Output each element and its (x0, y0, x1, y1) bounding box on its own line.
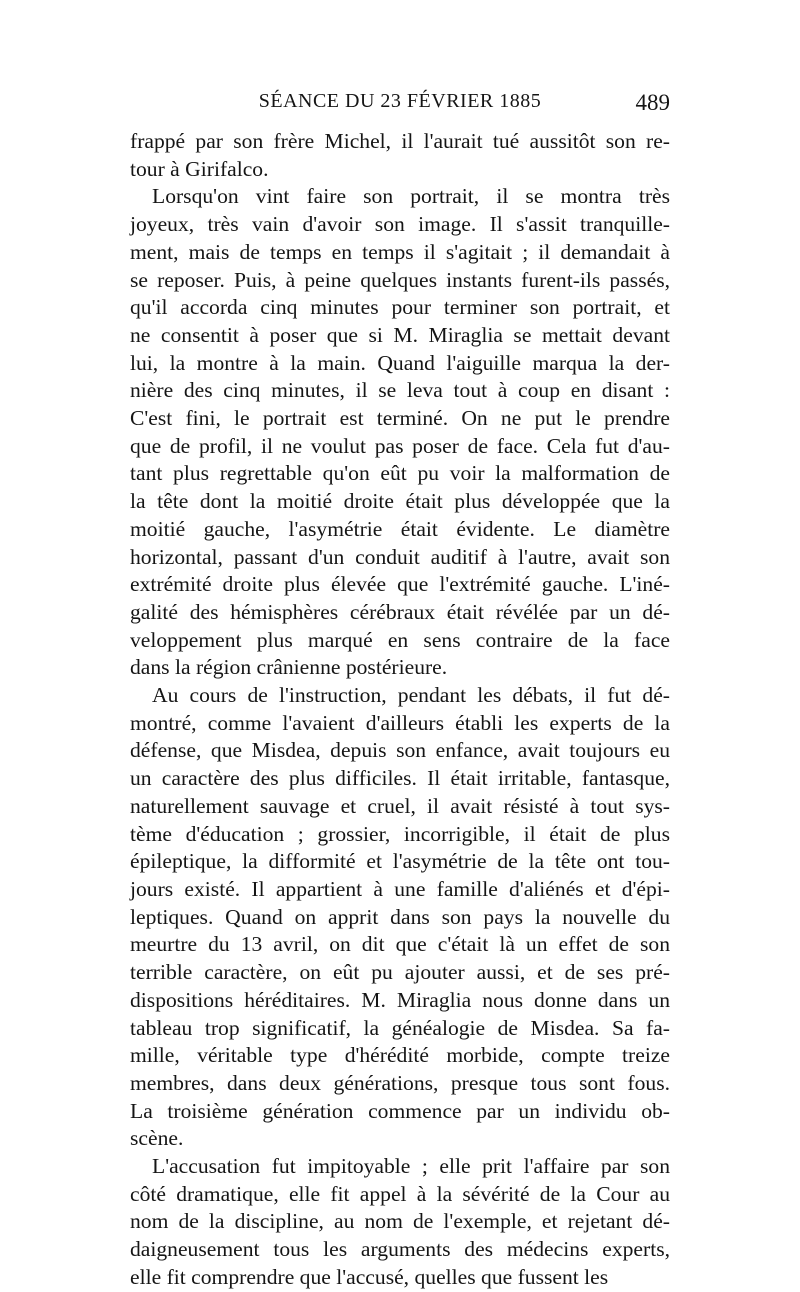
text-line: que de profil, il ne voulut pas poser de face. Cela fut d'au- (130, 433, 670, 458)
paragraph (130, 183, 670, 682)
text-line: tant plus regrettable qu'on eût pu voir la malformation de (130, 461, 670, 486)
text-line: frappé par son frère Michel, il l'aurait tué aussitôt son re- (130, 129, 670, 153)
text-line: qu'il accorda cinq minutes pour terminer son portrait, et (130, 295, 670, 320)
text-line: moitié gauche, l'asymétrie était évidente. Le diamètre (130, 516, 670, 541)
text-line: horizontal, passant d'un conduit auditif à l'autre, avait son (130, 544, 670, 569)
running-title: SÉANCE DU 23 FÉVRIER 1885 (258, 90, 542, 112)
text-line: nom de la discipline, au nom de l'exemple, et rejetant dé- (130, 1209, 670, 1234)
text-line: un caractère des plus difficiles. Il était irritable, fantasque, (130, 766, 670, 791)
paragraph (130, 1153, 670, 1292)
text-line: ne consentit à poser que si M. Miraglia se mettait devant (130, 322, 670, 347)
text-line: côté dramatique, elle fit appel à la sévérité de la Cour au (130, 1181, 670, 1206)
text-line: galité des hémisphères cérébraux était révélée par un dé- (130, 599, 670, 624)
text-line: terrible caractère, on eût pu ajouter aussi, et de ses pré- (130, 960, 670, 985)
page-header (130, 90, 670, 120)
text-line: elle fit comprendre que l'accusé, quelles que fussent les (130, 1264, 609, 1289)
text-line: scène. (130, 1126, 184, 1151)
text-line: mille, véritable type d'hérédité morbide, compte treize (130, 1043, 670, 1068)
text-line: montré, comme l'avaient d'ailleurs établi les experts de la (130, 710, 670, 735)
text-line: tème d'éducation ; grossier, incorrigible, il était de plus (130, 821, 670, 846)
text-line: tableau trop significatif, la généalogie de Misdea. Sa fa- (130, 1015, 670, 1040)
text-line: nière des cinq minutes, il se leva tout à coup en disant : (130, 378, 670, 403)
text-line: ment, mais de temps en temps il s'agitait ; il demandait à (130, 239, 670, 264)
text-line: leptiques. Quand on apprit dans son pays la nouvelle du (130, 904, 670, 929)
text-line: meurtre du 13 avril, on dit que c'était là un effet de son (130, 932, 670, 957)
text-line: défense, que Misdea, depuis son enfance, avait toujours eu (130, 738, 670, 763)
text-line: C'est fini, le portrait est terminé. On ne put le prendre (130, 406, 670, 431)
text-line: L'accusation fut impitoyable ; elle prit l'affaire par son (152, 1154, 670, 1179)
text-line: dispositions héréditaires. M. Miraglia nous donne dans un (130, 987, 670, 1012)
text-line: lui, la montre à la main. Quand l'aiguille marqua la der- (130, 350, 670, 375)
page-number: 489 (635, 90, 670, 115)
text-line: naturellement sauvage et cruel, il avait résisté à tout sys- (130, 793, 670, 818)
text-line: joyeux, très vain d'avoir son image. Il s'assit tranquille- (130, 212, 670, 237)
paragraph (130, 128, 670, 183)
text-line: épileptique, la difformité et l'asymétrie de la tête ont tou- (130, 849, 670, 874)
text-line: dans la région crânienne postérieure. (130, 655, 448, 680)
paragraph (130, 682, 670, 1153)
text-line: Au cours de l'instruction, pendant les débats, il fut dé- (152, 683, 670, 708)
text-line: se reposer. Puis, à peine quelques instants furent-ils passés, (130, 267, 670, 292)
text-line: daigneusement tous les arguments des médecins experts, (130, 1237, 670, 1262)
body-text (130, 128, 670, 1292)
text-line: tour à Girifalco. (130, 156, 269, 181)
text-line: membres, dans deux générations, presque tous sont fous. (130, 1070, 670, 1095)
text-line: extrémité droite plus élevée que l'extrémité gauche. L'iné- (130, 572, 670, 597)
text-line: la tête dont la moitié droite était plus développée que la (130, 489, 670, 514)
text-line: veloppement plus marqué en sens contraire de la face (130, 627, 670, 652)
text-line: La troisième génération commence par un individu ob- (130, 1098, 670, 1123)
text-line: jours existé. Il appartient à une famille d'aliénés et d'épi- (130, 876, 670, 901)
text-line: Lorsqu'on vint faire son portrait, il se montra très (152, 184, 670, 209)
